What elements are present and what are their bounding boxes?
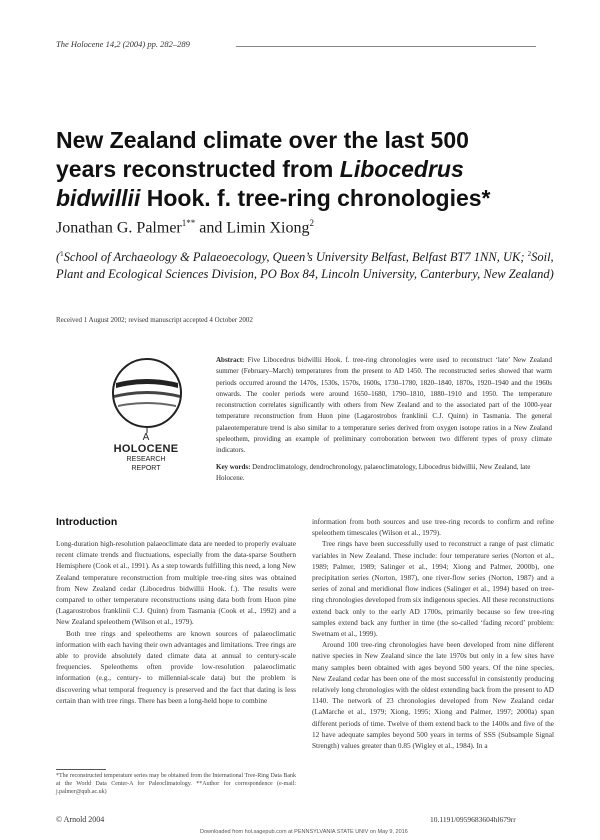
author-1-mark: 1** [181, 218, 196, 228]
author-2-mark: 2 [309, 218, 314, 228]
logo-line-a: A [142, 432, 150, 443]
paragraph: Both tree rings and speleothems are known sources of palaeoclimatic information with each having their own advantages and limitations. Tree rings are able to provide absolutely dated climate data at annual to century-scale frequencies. Speleothems often provide low-resolution palaeoclimatic information (e.g., century- to millennial-scale data) but the problem is discovering what temporal frequency is preserved and the fact that dating is less certain than with tree rings. There has been a long-held hope to combine [56, 628, 296, 705]
journal-citation: The Holocene 14,2 (2004) pp. 282–289 [56, 39, 190, 49]
logo-line-report: REPORT [131, 465, 161, 472]
header-rule [236, 46, 536, 47]
author-1: Jonathan G. Palmer [56, 219, 182, 237]
affil-open: ( [56, 250, 61, 265]
received-dates: Received 1 August 2002; revised manuscript accepted 4 October 2002 [56, 316, 253, 324]
keywords [216, 462, 552, 485]
article-title [56, 126, 556, 213]
section-heading-introduction: Introduction [56, 516, 118, 528]
paragraph: information from both sources and use tree-ring records to confirm and refine speleothem timescales (Wilson et al., 1979). [312, 517, 554, 538]
paragraph: Around 100 tree-ring chronologies have been developed from nine different native species in New Zealand since the late 1970s but only in a few sites have many samples been obtained with ages beyond 500 years. Of the nine species, New Zealand cedar has been one of the most successful in consistently producing relatively long chronologies with the oldest extending back from the present to AD 1140. The network of 23 chronologies developed from New Zealand cedar (LaMarche et al., 1979; Xiong, 1995; Xiong and Palmer, 1997; 2000a) span different periods of time. Twelve of them extend back to the 1400s and five of the 12 have adequate samples beyond 500 years in terms of SSS (Subsample Signal Strength) values greater than 0.85 (Wigley et al., 1984). In a [312, 640, 554, 751]
paragraph: Tree rings have been successfully used to reconstruct a range of past climatic variables in New Zealand. These include: four temperature series (Norton et al., 1989; Palmer, 1989; Salinger et al., 1994; Xiong and Palmer, 2000b), one precipitation series (Norton, 1987), one river-flow series (Norton, 1987) and a series of zonal and meridional flow indices (Salinger et al., 1994) based on tree-ring chronologies developed from six indigenous species. All these reconstructions extend back only to the early AD 1700s, primarily because so few tree-ring samples extend back any further in time (the so-called ‘fading record’ problem: Swetnam et al., 1999). [312, 539, 554, 639]
footnote: *The reconstructed temperature series may be obtained from the International Tree-Ring Data Bank at the World Data Center-A for Paleoclimatology. **Author for correspondence (e-mail: j.palmer@qub.ac.uk) [56, 773, 296, 795]
affiliation-2: Soil, Plant and Ecological Sciences Division, PO Box 84, Lincoln University, Canterbury, New Zealand) [56, 250, 554, 282]
keywords-text: Dendroclimatology, dendrochronology, palaeoclimatology, Libocedrus bidwillii, New Zealand, late Holocene. [216, 463, 531, 483]
affil-2-mark: 2 [527, 250, 532, 258]
body-column-right [312, 516, 554, 751]
title-genus: Libocedrus [339, 156, 464, 182]
keywords-label: Key words: [216, 463, 251, 471]
doi: 10.1191/0959683604hl679rr [430, 815, 516, 824]
footnote-rule [56, 769, 106, 770]
author-join: and Limin Xiong [195, 219, 310, 237]
abstract-label: Abstract: [216, 356, 245, 364]
download-notice: Downloaded from hol.sagepub.com at PENNSYLVANIA STATE UNIV on May 9, 2016 [200, 829, 408, 835]
body-column-left [56, 538, 296, 706]
copyright: © Arnold 2004 [56, 815, 105, 824]
affil-1-mark: 1 [60, 250, 64, 258]
author-list [56, 218, 314, 237]
title-line-3: Hook. f. tree-ring chronologies* [140, 185, 491, 211]
title-line-2: years reconstructed from [56, 156, 340, 182]
logo-line-holocene: HOLOCENE [113, 443, 179, 455]
logo-line-research: RESEARCH [126, 456, 166, 463]
abstract [216, 355, 552, 457]
paragraph: Long-duration high-resolution palaeoclimate data are needed to properly evaluate recent climate trends and fluctuations, especially from the data-sparse Southern Hemisphere (Cook et al., 1991). As a step towards fulfilling this need, a long New Zealand temperature reconstruction from multiple tree-ring sites was obtained from New Zealand cedar (Libocedrus bidwillii Hook. f.). The results were compared to other temperature reconstructions using data both from Huon pine (Lagarostrobos franklinii C.J. Quinn) from Tasmania (Cook et al., 1992) and a New Zealand speleothem (Wilson et al., 1979). [56, 539, 296, 627]
title-line-1: New Zealand climate over the last 500 [56, 127, 469, 153]
affiliations [56, 246, 556, 283]
title-species: bidwillii [56, 185, 141, 211]
abstract-text: Five Libocedrus bidwillii Hook. f. tree-ring chronologies were used to reconstruct ‘late’ New Zealand summer (February–March) temperatures from the present to AD 1450. The reconstructed series showed that warm periods occurred around the 1470s, 1530s, 1570s, 1600s, 1730–1780, 1820–1840, 1870s, 1920–1940 and the 1960s onwards. The cooler periods were around 1650–1680, 1790–1810, 1880–1910 and 1950. The temperature reconstruction correlates significantly with others from New Zealand and to the associated part of the 1000-year temperature reconstruction from Huon pine (Lagarostrobos franklinii C.J. Quinn) in Tasmania. The general palaeotemperature trend is also similar to a temperature series derived from oxygen isotope ratios in a New Zealand speleothem, providing an example of preliminary corroboration between two different types of proxy climate indicators. [216, 356, 552, 455]
logo-caption [84, 432, 208, 473]
affiliation-1: School of Archaeology & Palaeoecology, Queen’s University Belfast, Belfast BT7 1NN, UK; [63, 250, 528, 265]
